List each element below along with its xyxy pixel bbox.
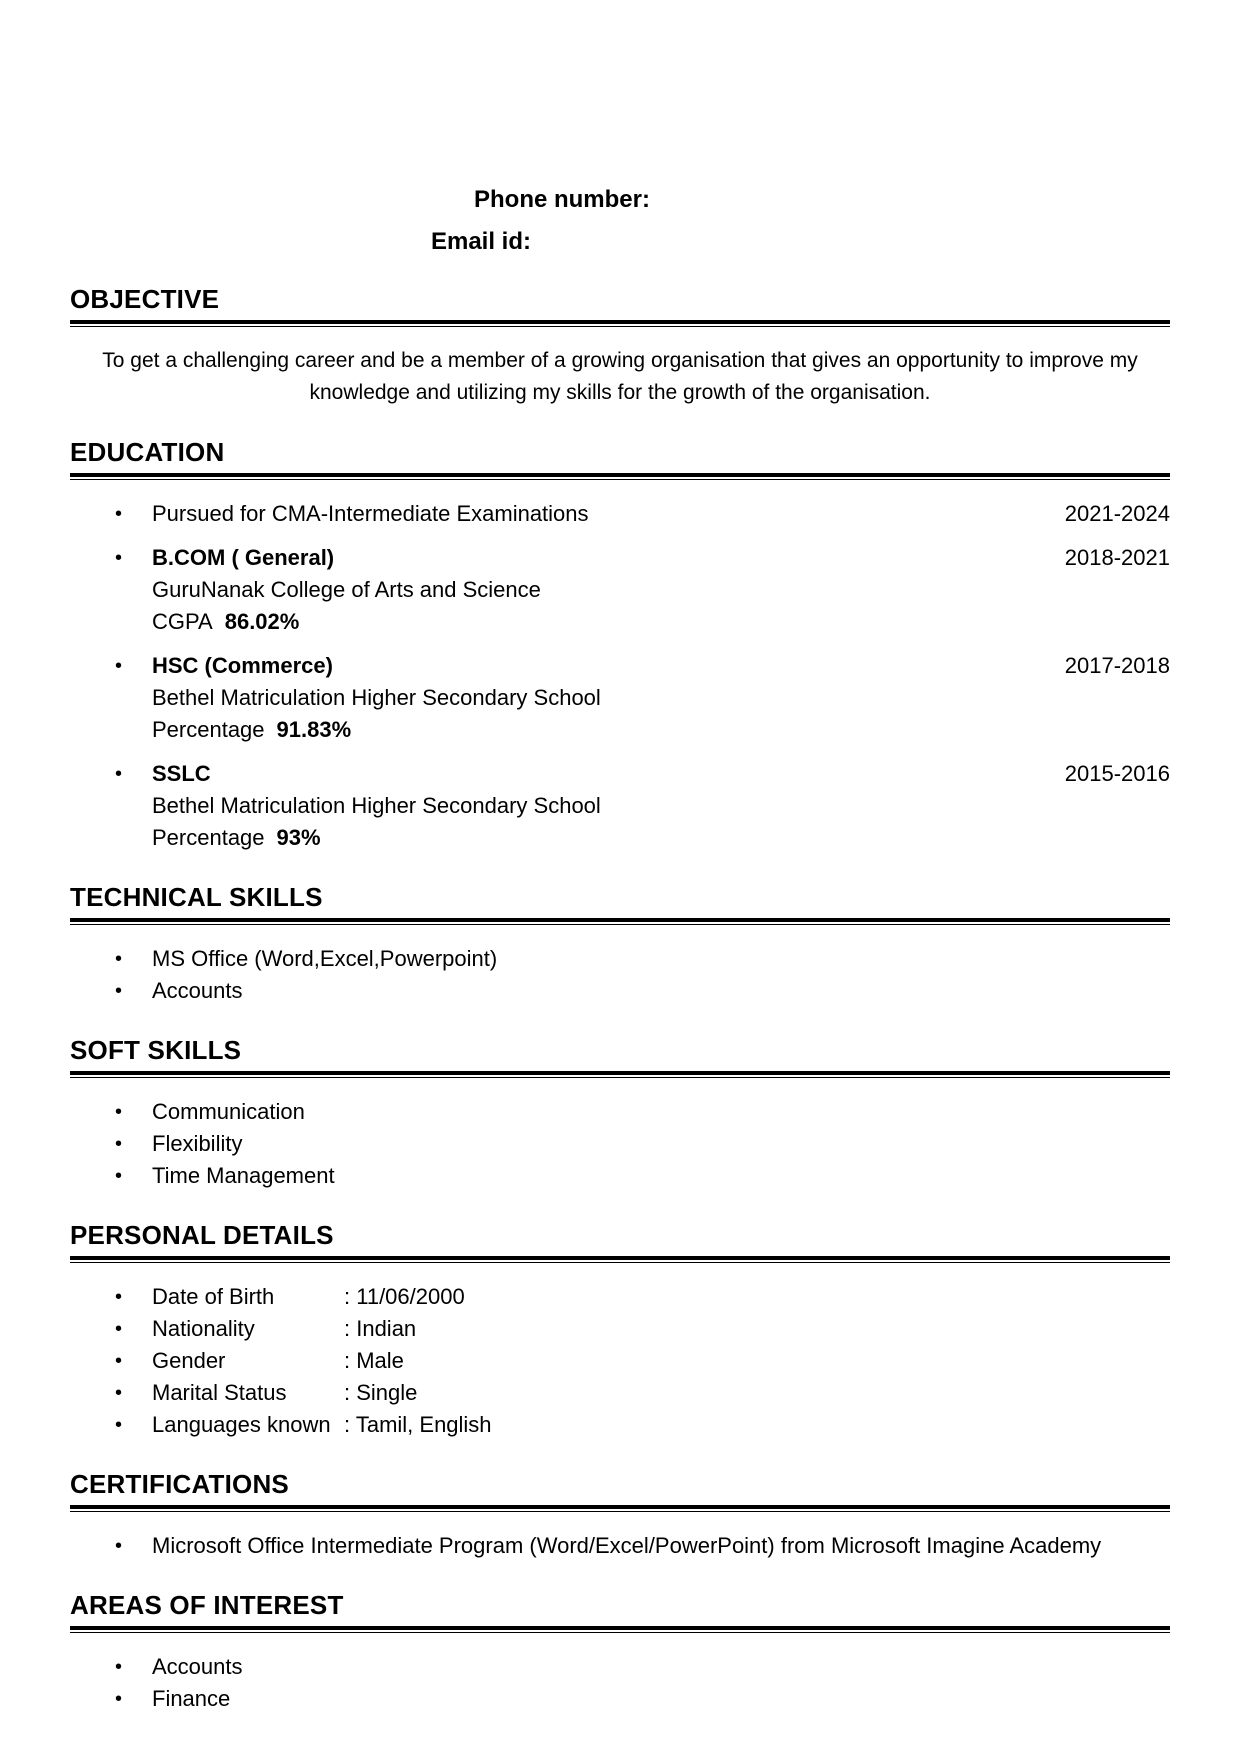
list-item (70, 975, 1170, 1007)
soft-skills-list (70, 1096, 1170, 1192)
education-title: B.COM ( General) (152, 545, 335, 570)
section-technical-skills (70, 882, 1170, 1007)
detail-row (70, 1345, 1170, 1377)
bullet-icon: • (115, 948, 123, 970)
education-years: 2018-2021 (1064, 545, 1170, 570)
metric-value: 91.83% (276, 717, 352, 742)
detail-label: Marital Status (152, 1380, 287, 1405)
bullet-icon: • (115, 1535, 123, 1557)
education-item (70, 650, 1170, 746)
areas-of-interest-list (70, 1651, 1170, 1715)
detail-value: : Tamil, English (344, 1412, 492, 1437)
bullet-icon: • (115, 1350, 123, 1372)
heading-rule (70, 918, 1170, 925)
section-education (70, 437, 1170, 854)
metric-label: CGPA (152, 609, 213, 634)
metric-value: 86.02% (224, 609, 300, 634)
detail-value: : 11/06/2000 (344, 1284, 465, 1309)
bullet-icon: • (115, 763, 123, 785)
education-metric (152, 822, 1065, 854)
detail-value: : Male (344, 1348, 404, 1373)
education-item (70, 542, 1170, 638)
heading-rule (70, 320, 1170, 327)
education-title: SSLC (152, 761, 211, 786)
education-title: Pursued for CMA-Intermediate Examinations (152, 501, 589, 526)
metric-value: 93% (276, 825, 321, 850)
objective-text: To get a challenging career and be a member of a growing organisation that gives an opportunity to improve my knowledge and utilizing my skills for the growth of the organisation. (102, 349, 1138, 404)
bullet-icon: • (115, 1133, 123, 1155)
education-metric (152, 606, 1065, 638)
education-metric (152, 714, 1065, 746)
section-areas-of-interest (70, 1590, 1170, 1715)
education-item (70, 758, 1170, 854)
interest-label: Accounts (152, 1654, 243, 1679)
bullet-icon: • (115, 503, 123, 525)
detail-value: : Indian (344, 1316, 417, 1341)
education-school: Bethel Matriculation Higher Secondary School (152, 793, 601, 818)
detail-label: Gender (152, 1348, 226, 1373)
bullet-icon: • (115, 1656, 123, 1678)
technical-skills-list (70, 943, 1170, 1007)
education-school: Bethel Matriculation Higher Secondary School (152, 685, 601, 710)
section-soft-skills (70, 1035, 1170, 1192)
certifications-heading: CERTIFICATIONS (70, 1469, 289, 1499)
metric-label: Percentage (152, 717, 265, 742)
list-item (70, 1530, 1170, 1562)
bullet-icon: • (115, 1688, 123, 1710)
skill-label: Flexibility (152, 1131, 243, 1156)
list-item (70, 1128, 1170, 1160)
bullet-icon: • (115, 1101, 123, 1123)
detail-label: Date of Birth (152, 1284, 275, 1309)
personal-details-heading: PERSONAL DETAILS (70, 1220, 334, 1250)
skill-label: Communication (152, 1099, 305, 1124)
education-years: 2015-2016 (1064, 761, 1170, 786)
education-years: 2021-2024 (1064, 501, 1170, 526)
list-item (70, 1096, 1170, 1128)
detail-value: : Single (344, 1380, 418, 1405)
bullet-icon: • (115, 1318, 123, 1340)
phone-number-label: Phone number: (473, 186, 650, 213)
list-item (70, 1160, 1170, 1192)
technical-skills-heading: TECHNICAL SKILLS (70, 882, 323, 912)
certifications-list (70, 1530, 1170, 1562)
education-list (70, 498, 1170, 854)
education-school: GuruNanak College of Arts and Science (152, 577, 541, 602)
detail-row (70, 1409, 1170, 1441)
list-item (70, 1651, 1170, 1683)
personal-details-list (70, 1281, 1170, 1441)
heading-rule (70, 473, 1170, 480)
education-heading: EDUCATION (70, 437, 225, 467)
skill-label: Accounts (152, 978, 243, 1003)
bullet-icon: • (115, 1414, 123, 1436)
bullet-icon: • (115, 1286, 123, 1308)
education-title: HSC (Commerce) (152, 653, 333, 678)
section-personal-details (70, 1220, 1170, 1441)
detail-row (70, 1313, 1170, 1345)
bullet-icon: • (115, 1382, 123, 1404)
detail-row (70, 1281, 1170, 1313)
section-objective (70, 284, 1170, 409)
certification-label: Microsoft Office Intermediate Program (Word/Excel/PowerPoint) from Microsoft Imagine Academy (152, 1533, 1102, 1558)
list-item (70, 943, 1170, 975)
detail-label: Languages known (152, 1412, 331, 1437)
email-id-label: Email id: (430, 228, 532, 255)
detail-row (70, 1377, 1170, 1409)
list-item (70, 1683, 1170, 1715)
skill-label: MS Office (Word,Excel,Powerpoint) (152, 946, 498, 971)
areas-of-interest-heading: AREAS OF INTEREST (70, 1590, 344, 1620)
heading-rule (70, 1626, 1170, 1633)
bullet-icon: • (115, 547, 123, 569)
heading-rule (70, 1071, 1170, 1078)
objective-heading: OBJECTIVE (70, 284, 220, 314)
detail-label: Nationality (152, 1316, 255, 1341)
interest-label: Finance (152, 1686, 231, 1711)
skill-label: Time Management (152, 1163, 335, 1188)
bullet-icon: • (115, 655, 123, 677)
bullet-icon: • (115, 980, 123, 1002)
education-years: 2017-2018 (1064, 653, 1170, 678)
metric-label: Percentage (152, 825, 265, 850)
bullet-icon: • (115, 1165, 123, 1187)
heading-rule (70, 1505, 1170, 1512)
education-item (70, 498, 1170, 530)
soft-skills-heading: SOFT SKILLS (70, 1035, 242, 1065)
heading-rule (70, 1256, 1170, 1263)
section-certifications (70, 1469, 1170, 1562)
